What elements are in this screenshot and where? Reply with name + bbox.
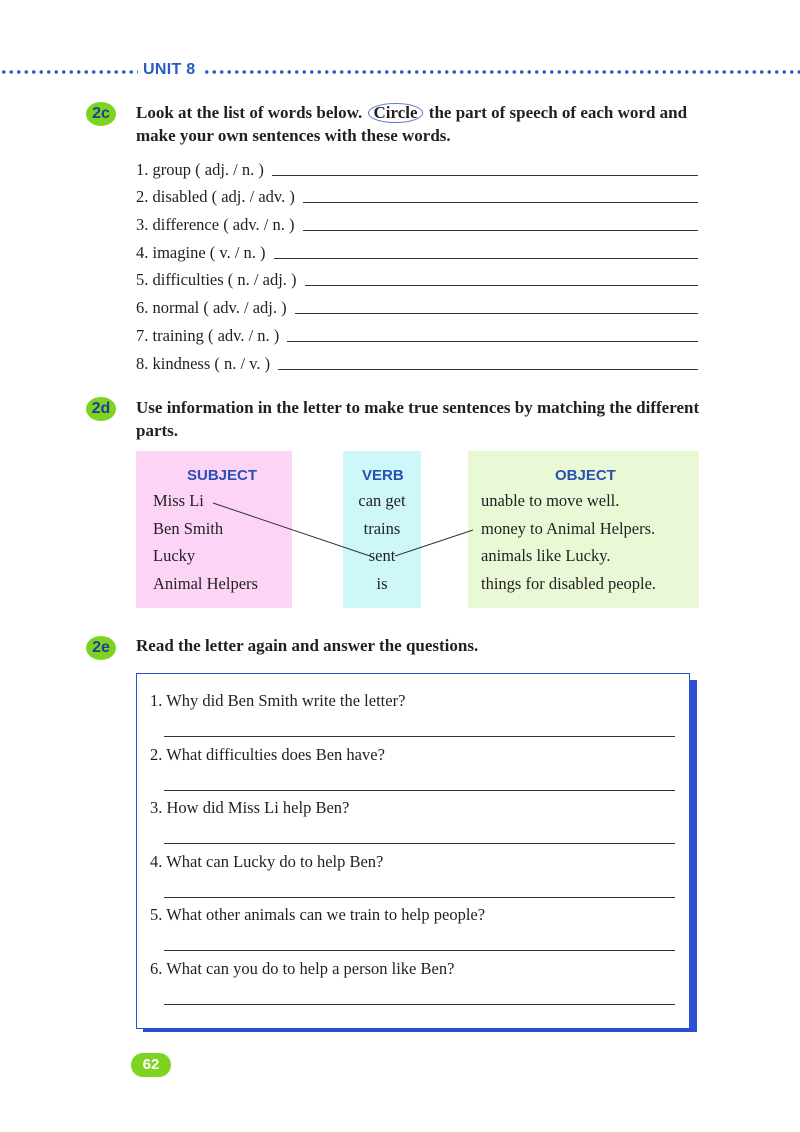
- instruction-2c-part2: the part of speech of each word and make your own sentences with these words.: [136, 103, 688, 145]
- object-item-3: animals like Lucky.: [481, 546, 611, 565]
- instruction-2c-part1: Look at the list of words below.: [136, 103, 363, 122]
- word-item-text: 3. difference ( adv. / n. ): [136, 215, 295, 234]
- badge-2c: 2c: [86, 102, 116, 126]
- subject-item-3: Lucky: [153, 546, 196, 565]
- word-item-text: 1. group ( adj. / n. ): [136, 160, 264, 179]
- answer-line-1[interactable]: [164, 736, 675, 737]
- word-item-text: 6. normal ( adv. / adj. ): [136, 298, 287, 317]
- verb-item-3: sent: [368, 546, 396, 565]
- question-4: 4. What can Lucky do to help Ben?: [150, 851, 384, 871]
- answer-line-3[interactable]: [164, 843, 675, 844]
- answer-line-6[interactable]: [164, 1004, 675, 1005]
- question-6: 6. What can you do to help a person like Ben?: [150, 958, 455, 978]
- instruction-2e: Read the letter again and answer the questions.: [136, 636, 479, 655]
- subject-heading: SUBJECT: [187, 467, 258, 484]
- subject-item-1: Miss Li: [153, 491, 204, 510]
- question-1: 1. Why did Ben Smith write the letter?: [150, 691, 406, 710]
- unit-label: UNIT 8: [143, 61, 196, 78]
- circle-word: Circle: [368, 103, 422, 123]
- object-item-4: things for disabled people.: [481, 574, 657, 593]
- match-line-sent-money: [395, 530, 473, 556]
- badge-2e: 2e: [86, 636, 116, 660]
- word-item-text: 7. training ( adv. / n. ): [136, 326, 280, 345]
- answer-line-4[interactable]: [164, 897, 675, 898]
- answer-line-5[interactable]: [164, 950, 675, 951]
- verb-heading: VERB: [362, 467, 404, 484]
- answer-line-2[interactable]: [164, 790, 675, 791]
- instruction-2d: Use information in the letter to make true sentences by matching the different parts.: [136, 398, 700, 440]
- match-line-missli-sent: [213, 503, 370, 556]
- word-item-text: 5. difficulties ( n. / adj. ): [136, 270, 297, 289]
- verb-item-1: can get: [358, 491, 406, 510]
- question-5: 5. What other animals can we train to help people?: [150, 905, 486, 924]
- subject-item-2: Ben Smith: [153, 519, 224, 538]
- subject-item-4: Animal Helpers: [153, 574, 258, 593]
- object-item-1: unable to move well.: [481, 491, 620, 510]
- page-number: 62: [131, 1053, 171, 1077]
- verb-item-4: is: [376, 574, 388, 593]
- object-heading: OBJECT: [555, 467, 616, 484]
- badge-2d: 2d: [86, 397, 116, 421]
- word-item-text: 8. kindness ( n. / v. ): [136, 354, 271, 373]
- object-item-2: money to Animal Helpers.: [481, 519, 656, 538]
- question-2: 2. What difficulties does Ben have?: [150, 744, 385, 764]
- word-item-text: 4. imagine ( v. / n. ): [136, 243, 266, 262]
- question-3: 3. How did Miss Li help Ben?: [150, 798, 350, 817]
- verb-item-2: trains: [363, 519, 401, 538]
- word-item-text: 2. disabled ( adj. / adv. ): [136, 187, 295, 206]
